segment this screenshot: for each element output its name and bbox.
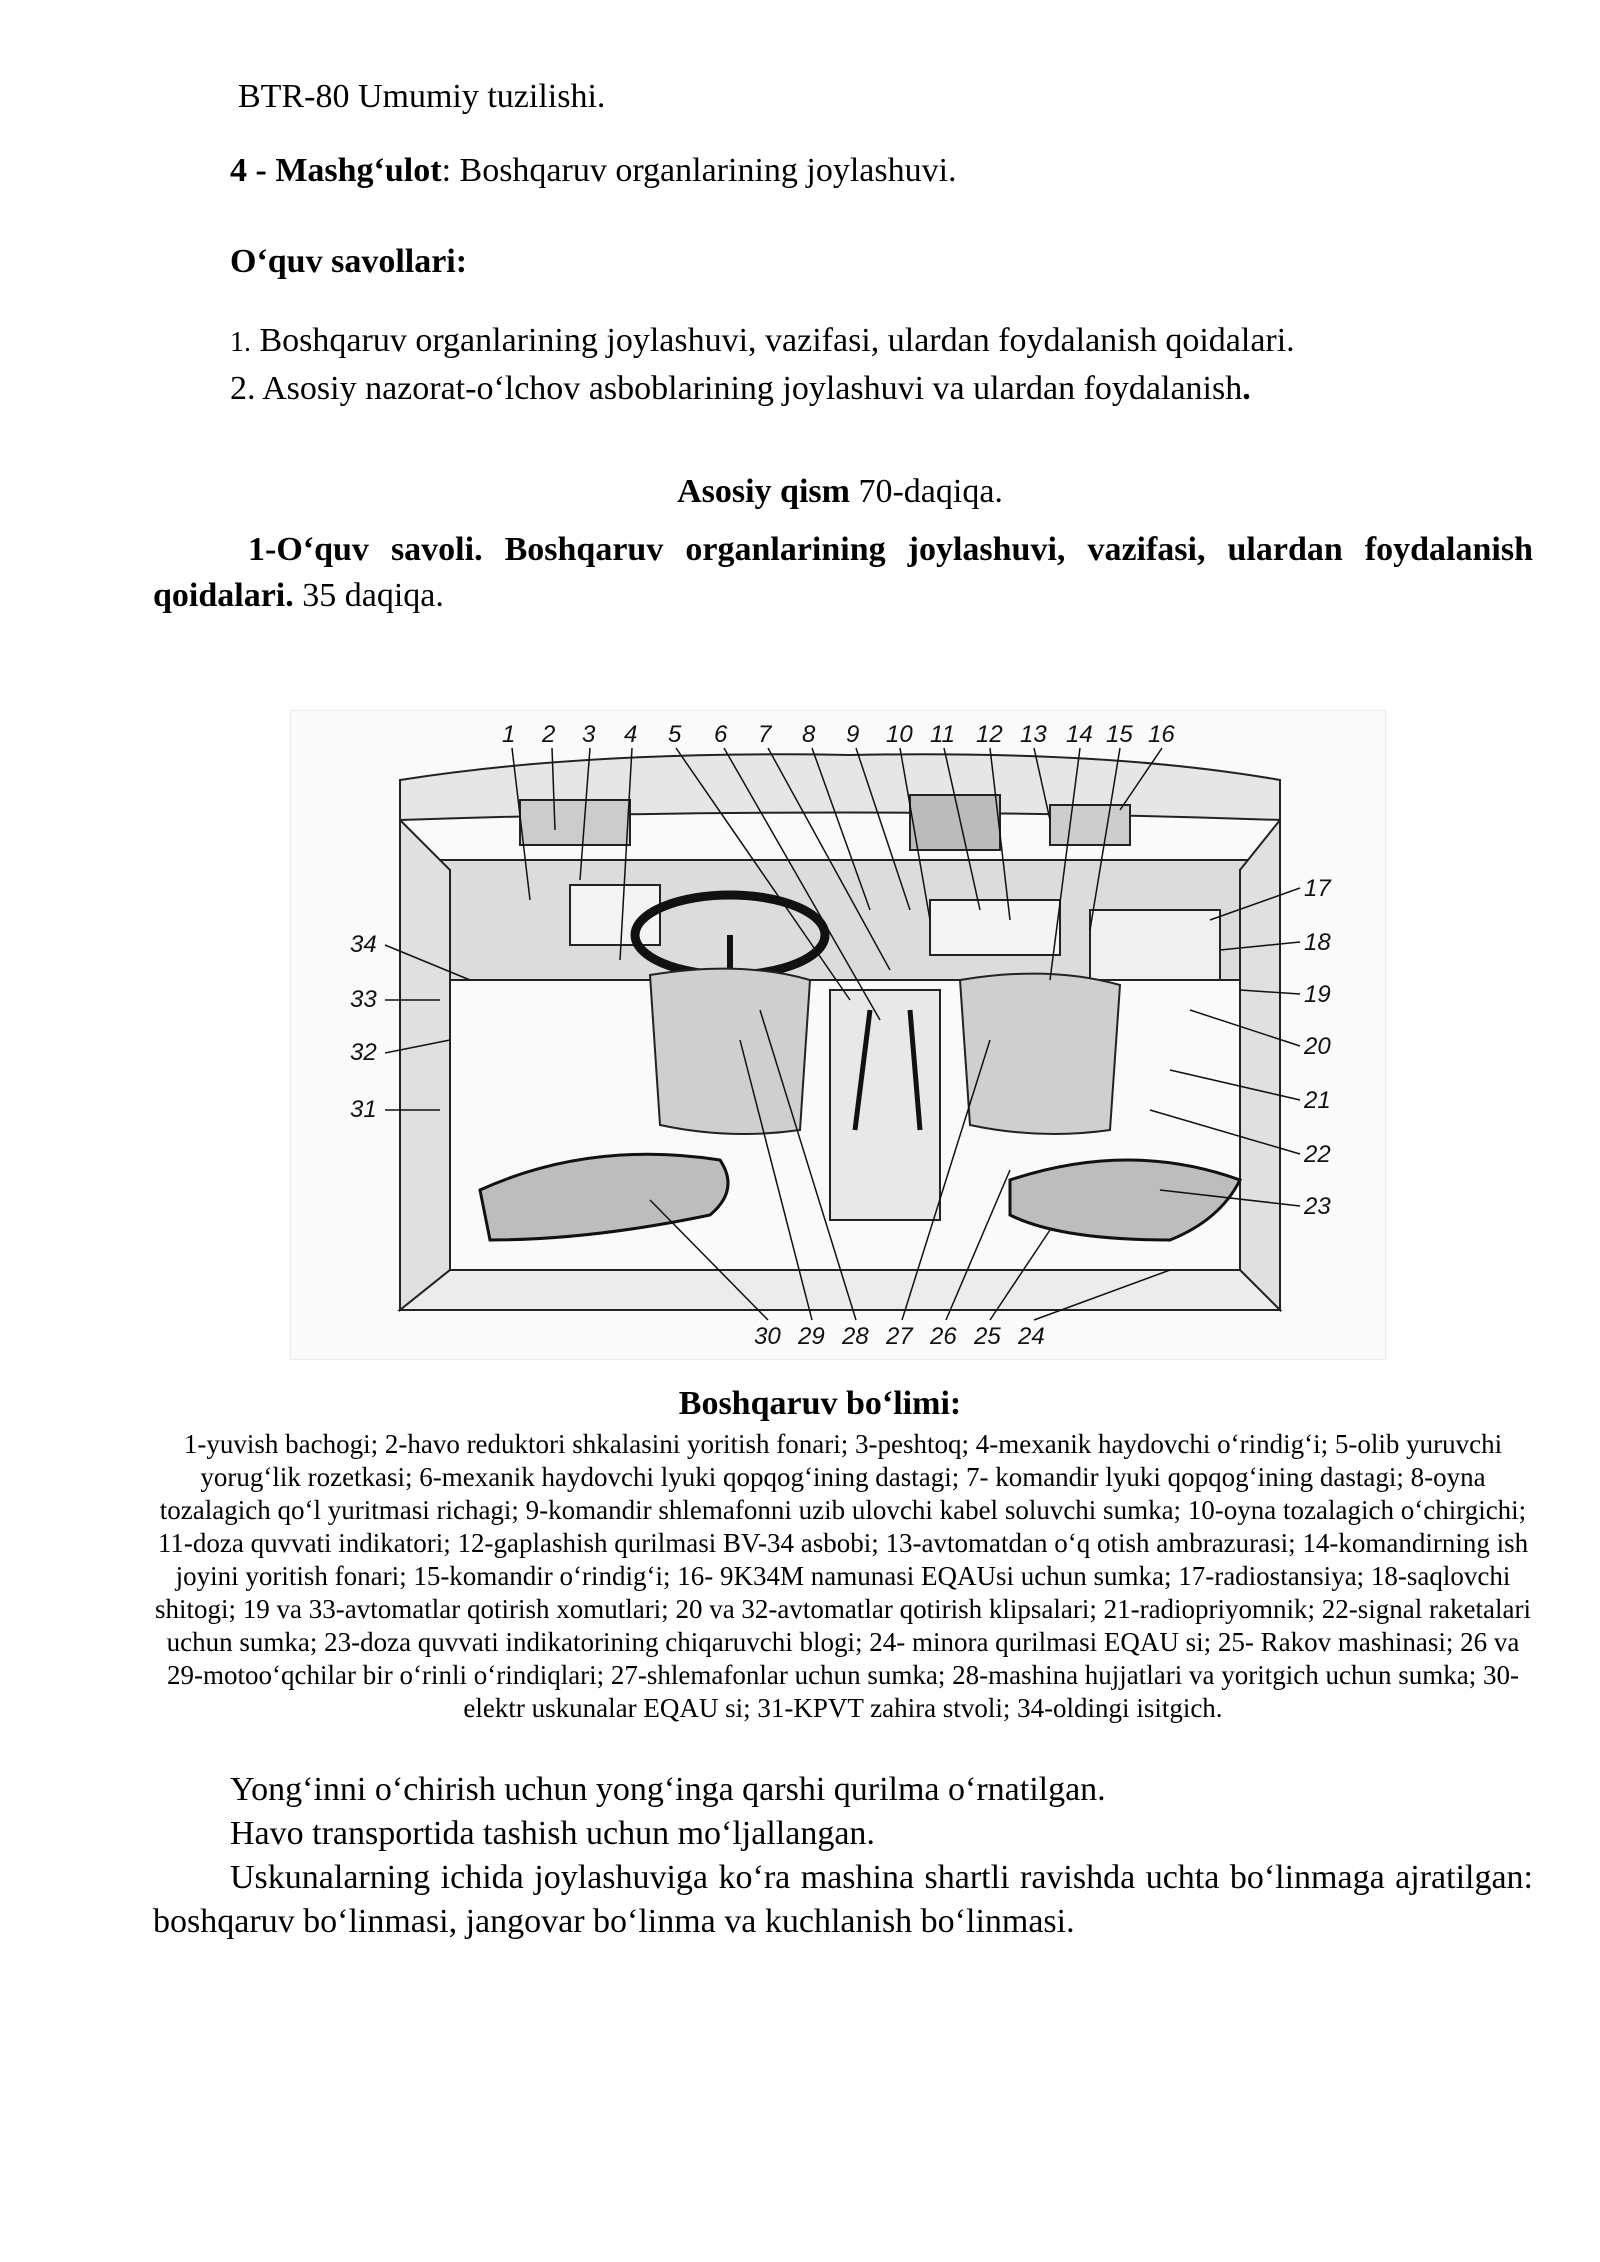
figure-label: 3 [582, 721, 596, 748]
question-1-title: 1-O‘quv savoli. Boshqaruv organlarining joylashuvi, vazifasi, ulardan foydalanish qoidalari. [153, 531, 1533, 614]
figure-label: 14 [1066, 721, 1093, 748]
figure-label: 25 [974, 1323, 1001, 1350]
caption-legend: 1-yuvish bachogi; 2-havo reduktori shkalasini yoritish fonari; 3-peshtoq; 4-mexanik haydovchi o‘rindig‘i; 5-olib yuruvchi yorug‘lik rozetkasi; 6-mexanik haydovchi lyuki qopqog‘ining dastagi; 7- komandir lyuki qopqog‘ining dastagi; 8-oyna tozalagich qo‘l yuritmasi richagi; 9-komandir shlemafonni uzib ulovchi kabel soluvchi sumka; 10-oyna tozalagich o‘chirgichi; 11-doza quvvati indikatori; 12-gaplashish qurilmasi BV-34 asbobi; 13-avtomatdan o‘q otish ambrazurasi; 14-komandirning ish joyini yoritish fonari; 15-komandir o‘rindig‘i; 16- 9K34M namunasi EQAUsi uchun sumka; 17-radiostansiya; 18-saqlovchi shitogi; 19 va 33-avtomatlar qotirish xomutlari; 20 va 32-avtomatlar qotirish klipsalari; 21-radiopriyomnik; 22-signal raketalari uchun sumka; 23-doza quvvati indikatorining chiqaruvchi blogi; 24- minora qurilmasi EQAU si; 25- Rakov mashinasi; 26 va 29-motoo‘qchilar bir o‘rinli o‘rindiqlari; 27-shlemafonlar uchun sumka; 28-mashina hujjatlari va yoritgich uchun sumka; 30- elektr uskunalar EQAU si; 31-KPVT zahira stvoli; 34-oldingi isitgich. [155, 1429, 1531, 1723]
figure-label: 13 [1020, 721, 1047, 748]
questions-list [230, 318, 1295, 412]
figure-label: 8 [802, 721, 816, 748]
control-compartment-figure [290, 710, 1386, 1360]
figure-label: 32 [350, 1039, 377, 1066]
page-header: BTR-80 Umumiy tuzilishi. [238, 78, 606, 115]
figure-label: 29 [798, 1323, 825, 1350]
figure-label: 9 [846, 721, 860, 748]
figure-label: 20 [1304, 1033, 1331, 1060]
lesson-title [230, 152, 957, 190]
question-end: . [1242, 370, 1251, 407]
question-item [230, 366, 1295, 412]
figure-label: 7 [758, 721, 772, 748]
paragraph-compartments: Uskunalarning ichida joylashuviga ko‘ra mashina shartli ravishda uchta bo‘linmaga ajratilgan: boshqaruv bo‘linmasi, jangovar bo‘linma va kuchlanish bo‘linmasi. [153, 1859, 1533, 1940]
question-1-heading [153, 527, 1533, 619]
question-number: 2. [230, 370, 256, 407]
figure-label: 27 [886, 1323, 913, 1350]
question-1-duration: 35 daqiqa. [293, 577, 444, 614]
figure-label: 2 [542, 721, 556, 748]
questions-heading: O‘quv savollari: [230, 243, 468, 280]
figure-label: 33 [350, 986, 377, 1013]
lesson-topic: Boshqaruv organlarining joylashuvi. [451, 152, 957, 189]
figure-label: 22 [1304, 1141, 1331, 1168]
figure-label: 4 [624, 721, 638, 748]
vehicle-interior-drawing-icon [290, 710, 1386, 1360]
lesson-separator: : [441, 152, 452, 189]
figure-label: 17 [1304, 875, 1331, 902]
question-text: Boshqaruv organlarining joylashuvi, vazifasi, ulardan foydalanish qoidalari. [251, 322, 1295, 359]
figure-label: 30 [754, 1323, 781, 1350]
figure-label: 5 [668, 721, 682, 748]
caption-title: Boshqaruv bo‘limi: [678, 1385, 962, 1422]
question-text: Asosiy nazorat-o‘lchov asboblarining joylashuvi va ulardan foydalanish [255, 370, 1243, 407]
figure-label: 1 [502, 721, 516, 748]
figure-label: 34 [350, 931, 377, 958]
figure-label: 24 [1018, 1323, 1045, 1350]
figure-label: 10 [886, 721, 913, 748]
figure-label: 19 [1304, 981, 1331, 1008]
main-part-heading [0, 473, 1600, 511]
figure-label: 12 [976, 721, 1003, 748]
figure-label: 18 [1304, 929, 1331, 956]
figure-label: 28 [842, 1323, 869, 1350]
main-part-label: Asosiy qism [677, 473, 850, 510]
figure-label: 26 [930, 1323, 957, 1350]
figure-label: 21 [1304, 1087, 1331, 1114]
figure-label: 16 [1148, 721, 1175, 748]
question-item [230, 318, 1295, 366]
question-number: 1. [230, 327, 251, 358]
paragraph-air-transport: Havo transportida tashish uchun mo‘ljallangan. [230, 1815, 875, 1852]
figure-label: 23 [1304, 1193, 1331, 1220]
figure-label: 15 [1106, 721, 1133, 748]
figure-label: 31 [350, 1096, 377, 1123]
main-part-duration: 70-daqiqa. [849, 473, 1003, 510]
paragraph-fire: Yong‘inni o‘chirish uchun yong‘inga qarshi qurilma o‘rnatilgan. [230, 1771, 1106, 1808]
figure-label: 11 [930, 721, 955, 748]
figure-label: 6 [714, 721, 728, 748]
lesson-label: 4 - Mashg‘ulot [230, 152, 442, 189]
